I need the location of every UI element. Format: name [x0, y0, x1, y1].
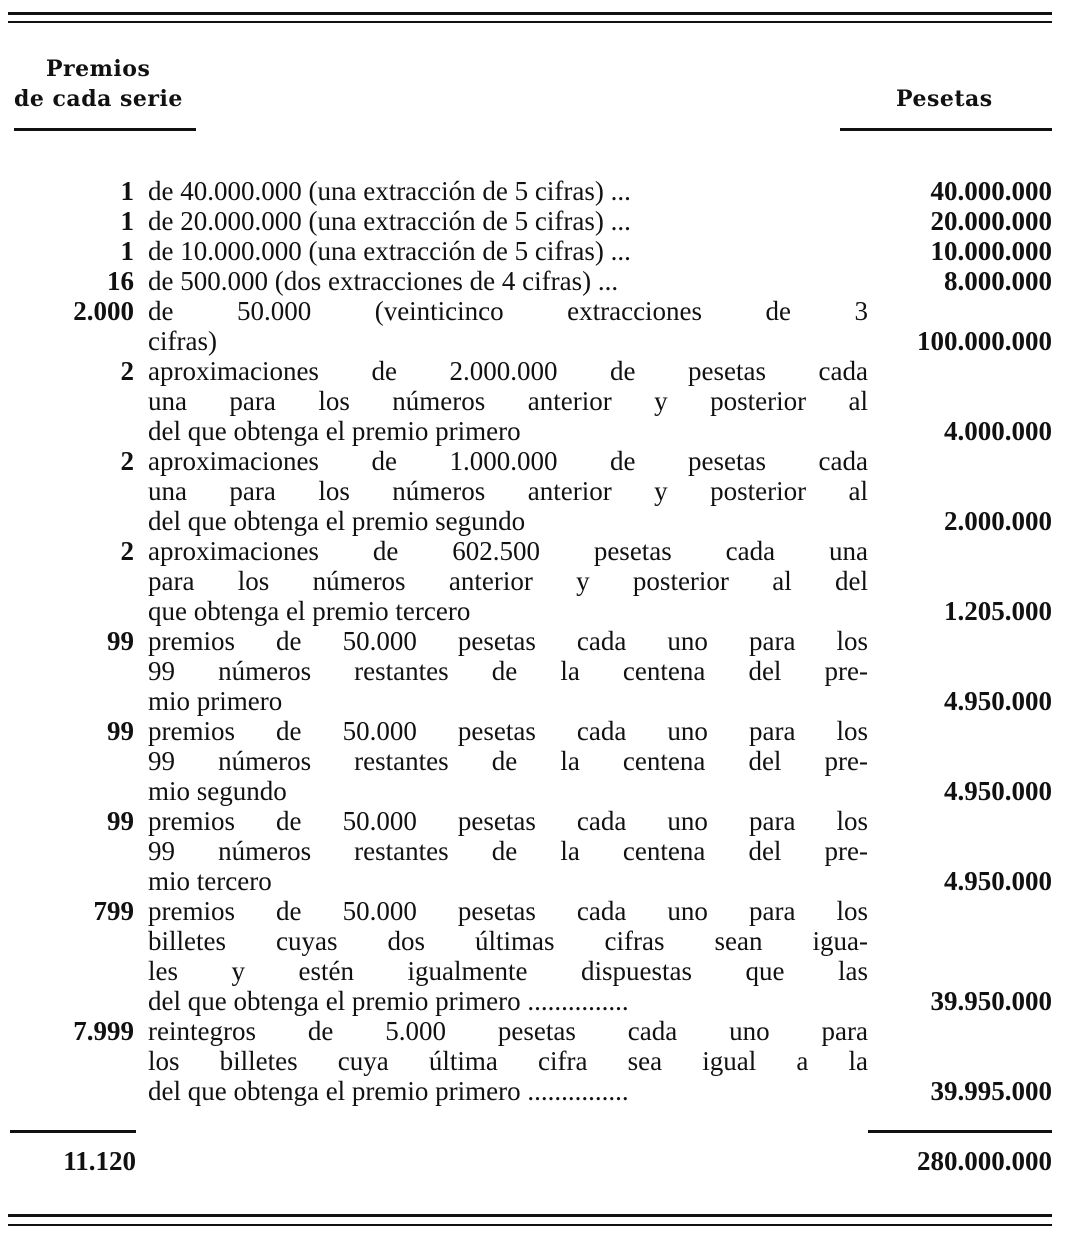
row-count: 2: [120, 536, 134, 566]
header-left-underline: [14, 128, 196, 131]
row-description: [148, 356, 868, 446]
description-line: reintegros de 5.000 pesetas cada uno para: [148, 1016, 868, 1046]
row-description: [148, 296, 868, 356]
header-pesetas: Pesetas: [896, 86, 993, 112]
row-description: [148, 206, 868, 236]
total-amount: 280.000.000: [917, 1146, 1052, 1176]
total-left-rule: [10, 1130, 136, 1133]
description-line: premios de 50.000 pesetas cada uno para los: [148, 716, 868, 746]
description-line: aproximaciones de 602.500 pesetas cada una: [148, 536, 868, 566]
description-line: 99 números restantes de la centena del pre-: [148, 656, 868, 686]
row-count: 1: [120, 236, 134, 266]
total-count: 11.120: [63, 1146, 136, 1176]
bottom-rule-1: [8, 1214, 1052, 1217]
bottom-rule-2: [8, 1224, 1052, 1226]
header-right-underline: [840, 128, 1052, 131]
row-amount: 4.950.000: [944, 686, 1052, 716]
total-right-rule: [868, 1130, 1052, 1133]
row-amount: 4.950.000: [944, 866, 1052, 896]
description-line: de 500.000 (dos extracciones de 4 cifras) ...: [148, 266, 619, 296]
description-line: premios de 50.000 pesetas cada uno para los: [148, 806, 868, 836]
description-line: de 40.000.000 (una extracción de 5 cifras) ...: [148, 176, 631, 206]
description-line: los billetes cuya última cifra sea igual a la: [148, 1046, 868, 1076]
description-line: premios de 50.000 pesetas cada uno para los: [148, 626, 868, 656]
description-line: aproximaciones de 1.000.000 de pesetas cada: [148, 446, 868, 476]
description-line: de 50.000 (veinticinco extracciones de 3: [148, 296, 868, 326]
row-amount: 40.000.000: [930, 176, 1052, 206]
description-line: cifras): [148, 326, 217, 356]
row-amount: 39.995.000: [930, 1076, 1052, 1106]
description-line: aproximaciones de 2.000.000 de pesetas cada: [148, 356, 868, 386]
row-count: 16: [107, 266, 134, 296]
header-de-cada-serie: de cada serie: [14, 86, 183, 112]
description-line: una para los números anterior y posterior al: [148, 386, 868, 416]
row-count: 7.999: [73, 1016, 134, 1046]
row-amount: 100.000.000: [917, 326, 1052, 356]
description-line: mio tercero: [148, 866, 272, 896]
description-line: del que obtenga el premio primero ...............: [148, 986, 629, 1016]
description-line: mio segundo: [148, 776, 287, 806]
description-line: les y estén igualmente dispuestas que las: [148, 956, 868, 986]
row-amount: 4.000.000: [944, 416, 1052, 446]
row-count: 99: [107, 716, 134, 746]
row-count: 2: [120, 356, 134, 386]
row-amount: 39.950.000: [930, 986, 1052, 1016]
description-line: del que obtenga el premio primero: [148, 416, 521, 446]
row-amount: 4.950.000: [944, 776, 1052, 806]
description-line: del que obtenga el premio primero ...............: [148, 1076, 629, 1106]
row-description: [148, 896, 868, 1016]
row-count: 99: [107, 626, 134, 656]
row-description: [148, 266, 868, 296]
description-line: premios de 50.000 pesetas cada uno para los: [148, 896, 868, 926]
row-count: 799: [93, 896, 134, 926]
row-count: 1: [120, 206, 134, 236]
description-line: mio primero: [148, 686, 283, 716]
description-line: 99 números restantes de la centena del pre-: [148, 746, 868, 776]
row-description: [148, 236, 868, 266]
top-rule-2: [8, 21, 1052, 23]
row-amount: 20.000.000: [930, 206, 1052, 236]
description-line: 99 números restantes de la centena del pre-: [148, 836, 868, 866]
description-line: de 10.000.000 (una extracción de 5 cifras) ...: [148, 236, 631, 266]
header-premios: Premios: [46, 56, 151, 82]
description-line: que obtenga el premio tercero: [148, 596, 471, 626]
row-amount: 10.000.000: [930, 236, 1052, 266]
description-line: billetes cuyas dos últimas cifras sean igua-: [148, 926, 868, 956]
row-amount: 2.000.000: [944, 506, 1052, 536]
row-description: [148, 716, 868, 806]
row-count: 2: [120, 446, 134, 476]
row-count: 1: [120, 176, 134, 206]
description-line: una para los números anterior y posterior al: [148, 476, 868, 506]
row-description: [148, 536, 868, 626]
row-count: 2.000: [73, 296, 134, 326]
row-description: [148, 176, 868, 206]
description-line: para los números anterior y posterior al del: [148, 566, 868, 596]
row-description: [148, 1016, 868, 1106]
top-rule-1: [8, 12, 1052, 15]
row-description: [148, 446, 868, 536]
row-count: 99: [107, 806, 134, 836]
description-line: del que obtenga el premio segundo: [148, 506, 526, 536]
row-description: [148, 806, 868, 896]
description-line: de 20.000.000 (una extracción de 5 cifras) ...: [148, 206, 631, 236]
row-description: [148, 626, 868, 716]
row-amount: 1.205.000: [944, 596, 1052, 626]
row-amount: 8.000.000: [944, 266, 1052, 296]
